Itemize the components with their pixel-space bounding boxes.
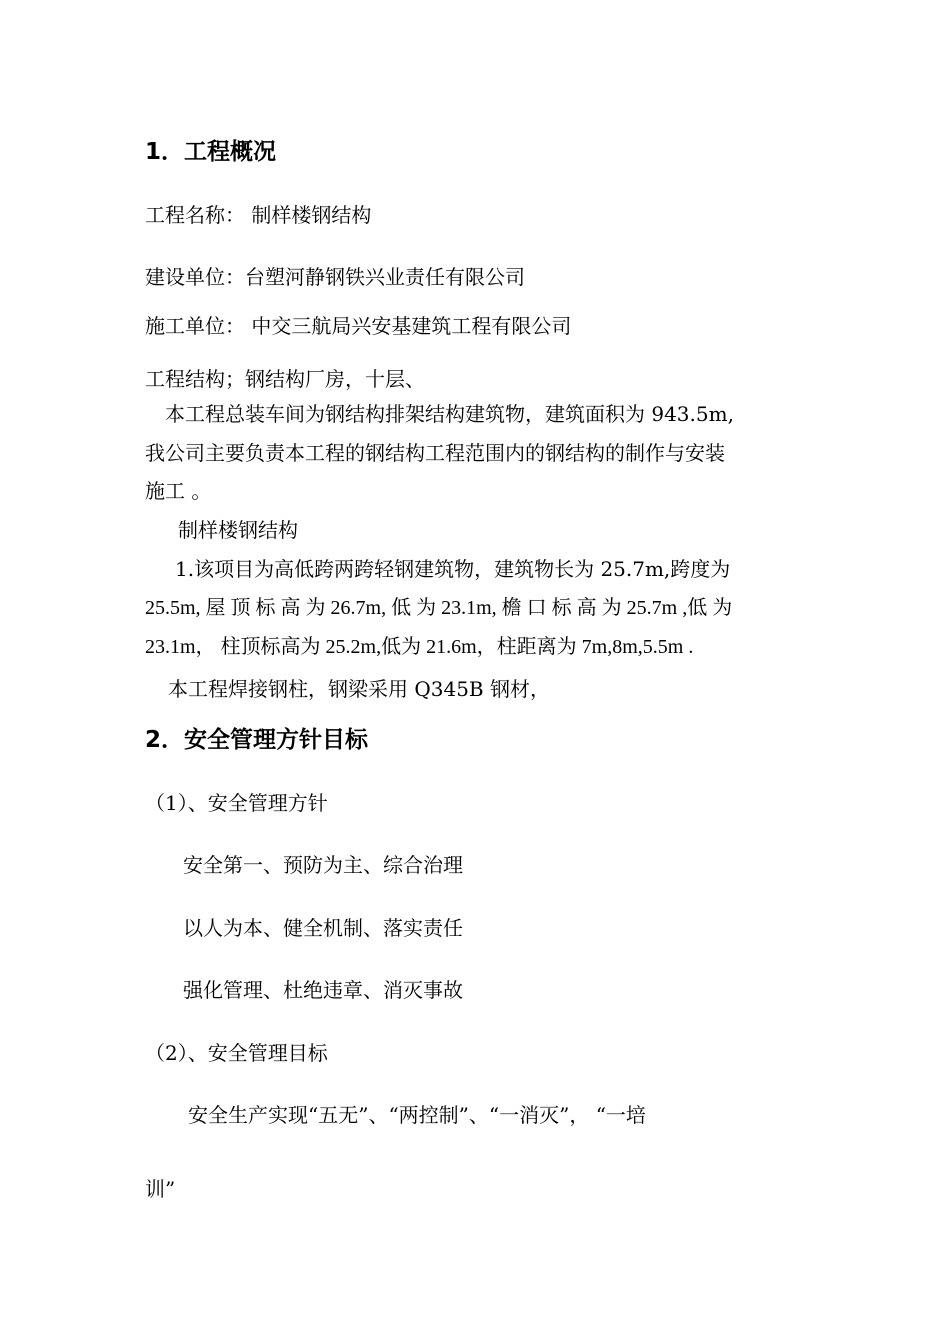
overview-paragraph-line: 我公司主要负责本工程的钢结构工程范围内的钢结构的制作与安装	[145, 441, 725, 465]
goal-title: （2）、安全管理目标	[145, 1041, 328, 1065]
policy-item: 安全第一、预防为主、综合治理	[183, 853, 463, 877]
policy-item: 以人为本、健全机制、落实责任	[183, 916, 463, 940]
subtitle-line: 制样楼钢结构	[178, 518, 298, 542]
spec-paragraph-line: 25.5m, 屋 顶 标 高 为 26.7m, 低 为 23.1m, 檐 口 标 高 为 25.7m ,低 为	[145, 597, 733, 619]
owner-line: 建设单位：台塑河静钢铁兴业责任有限公司	[145, 265, 525, 289]
section-1-title: 1．工程概况	[145, 139, 277, 165]
section-2-title: 2．安全管理方针目标	[145, 727, 369, 753]
contractor-line: 施工单位： 中交三航局兴安基建筑工程有限公司	[145, 314, 572, 338]
project-name-line: 工程名称： 制样楼钢结构	[145, 203, 372, 227]
spec-paragraph-line: 23.1m， 柱顶标高为 25.2m,低为 21.6m，柱距离为 7m,8m,5.5m .	[145, 636, 694, 658]
overview-paragraph-line: 施工 。	[145, 479, 212, 503]
structure-line: 工程结构；钢结构厂房，十层、	[145, 367, 425, 391]
material-line: 本工程焊接钢柱，钢梁采用 Q345B 钢材，	[168, 677, 550, 701]
policy-item: 强化管理、杜绝违章、消灭事故	[183, 978, 463, 1002]
goal-line: 安全生产实现“五无”、“两控制”、“一消灭”， “一培	[188, 1103, 646, 1127]
spec-paragraph-line: 1.该项目为高低跨两跨轻钢建筑物，建筑物长为 25.7m,跨度为	[175, 557, 731, 581]
policy-title: （1）、安全管理方针	[145, 791, 328, 815]
overview-paragraph-line: 本工程总装车间为钢结构排架结构建筑物，建筑面积为 943.5m,	[165, 402, 734, 426]
goal-line: 训”	[145, 1177, 176, 1201]
